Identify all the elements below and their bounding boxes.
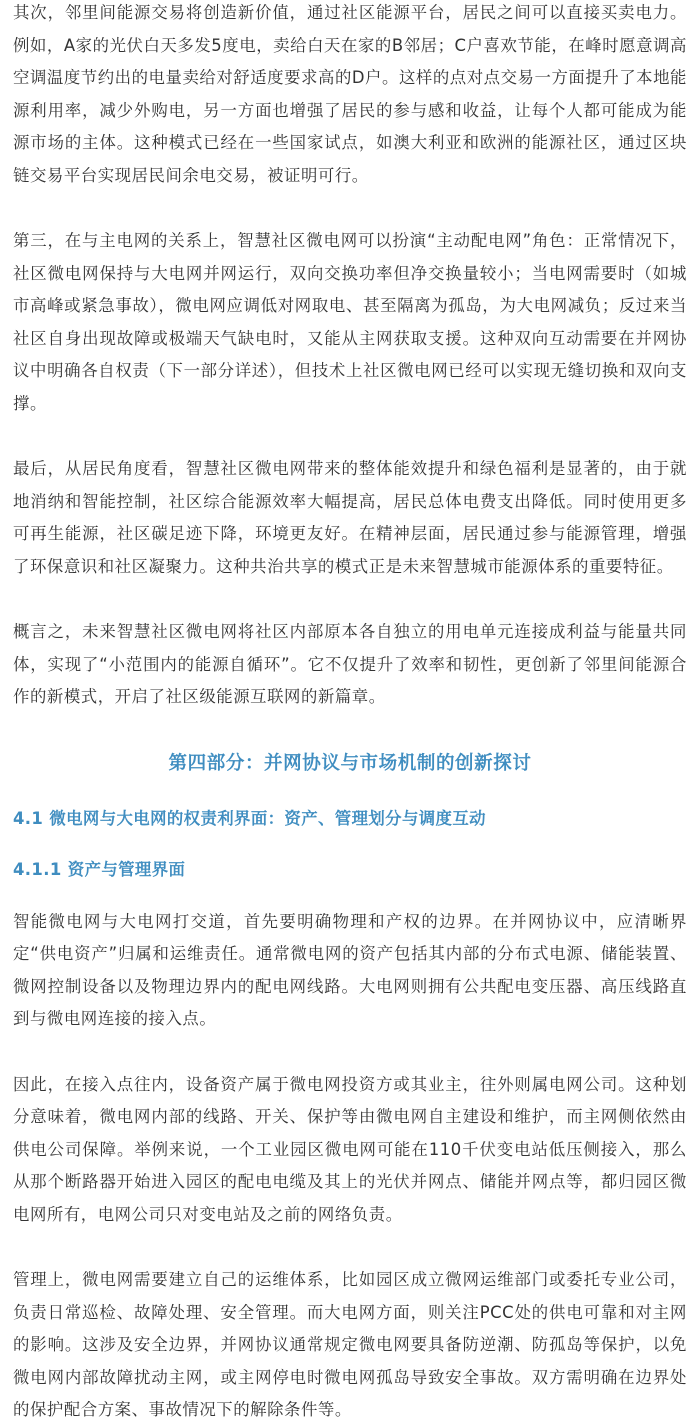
paragraph-resident-benefits: 最后，从居民角度看，智慧社区微电网带来的整体能效提升和绿色福利是显著的，由于就地消纳和智能控制，社区综合能源效率大幅提高，居民总体电费支出降低。同时使用更多可再生能源，社区碳足迹下降，环境更友好。在精神层面，居民通过参与能源管理，增强了环保意识和社区凝聚力。这种共治共享的模式正是未来智慧城市能源体系的重要特征。 bbox=[13, 459, 687, 576]
paragraph-management: 管理上，微电网需要建立自己的运维体系，比如园区成立微网运维部门或委托专业公司，负责日常巡检、故障处理、安全管理。而大电网方面，则关注PCC处的供电可靠和对主网的影响。这涉及安全边界，并网协议通常规定微电网要具备防逆潮、防孤岛等保护，以免微电网内部故障扰动主网，或主网停电时微电网孤岛导致安全事故。双方需明确在边界处的保护配合方案、事故情况下的解除条件等。 bbox=[13, 1270, 687, 1419]
paragraph-active-distribution: 第三，在与主电网的关系上，智慧社区微电网可以扮演“主动配电网”角色：正常情况下，社区微电网保持与大电网并网运行，双向交换功率但净交换量较小；当电网需要时（如城市高峰或紧急事故），微电网应调低对网取电、甚至隔离为孤岛，为大电网减负；反过来当社区自身出现故障或极端天气缺电时，又能从主网获取支援。这种双向互动需要在并网协议中明确各自权责（下一部分详述），但技术上社区微电网已经可以实现无缝切换和双向支撑。 bbox=[13, 231, 687, 413]
paragraph-neighbor-trading: 其次，邻里间能源交易将创造新价值，通过社区能源平台，居民之间可以直接买卖电力。例如，A家的光伏白天多发5度电，卖给白天在家的B邻居；C户喜欢节能，在峰时愿意调高空调温度节约出的电量卖给对舒适度要求高的D户。这样的点对点交易一方面提升了本地能源利用率，减少外购电，另一方面也增强了居民的参与感和收益，让每个人都可能成为能源市场的主体。这种模式已经在一些国家试点，如澳大利亚和欧洲的能源社区，通过区块链交易平台实现居民间余电交易，被证明可行。 bbox=[13, 3, 687, 185]
paragraph-asset-boundary: 智能微电网与大电网打交道，首先要明确物理和产权的边界。在并网协议中，应清晰界定“供电资产”归属和运维责任。通常微电网的资产包括其内部的分布式电源、储能装置、微网控制设备以及物理边界内的配电网线路。大电网则拥有公共配电变压器、高压线路直到与微电网连接的接入点。 bbox=[13, 911, 687, 1028]
paragraph-asset-division: 因此，在接入点往内，设备资产属于微电网投资方或其业主，往外则属电网公司。这种划分意味着，微电网内部的线路、开关、保护等由微电网自主建设和维护，而主网侧依然由供电公司保障。举例来说，一个工业园区微电网可能在110千伏变电站低压侧接入，那么从那个断路器开始进入园区的配电电缆及其上的光伏并网点、储能并网点等，都归园区微电网所有，电网公司只对变电站及之前的网络负责。 bbox=[13, 1074, 687, 1224]
subsection-title: 4.1 微电网与大电网的权责利界面：资产、管理划分与调度互动 bbox=[13, 808, 486, 828]
subsubsection-title: 4.1.1 资产与管理界面 bbox=[13, 859, 186, 879]
paragraph-summary: 概言之，未来智慧社区微电网将社区内部原本各自独立的用电单元连接成利益与能量共同体，实现了“小范围内的能源自循环”。它不仅提升了效率和韧性，更创新了邻里间能源合作的新模式，开启了社区级能源互联网的新篇章。 bbox=[13, 622, 687, 706]
section-title: 第四部分：并网协议与市场机制的创新探讨 bbox=[168, 752, 532, 774]
